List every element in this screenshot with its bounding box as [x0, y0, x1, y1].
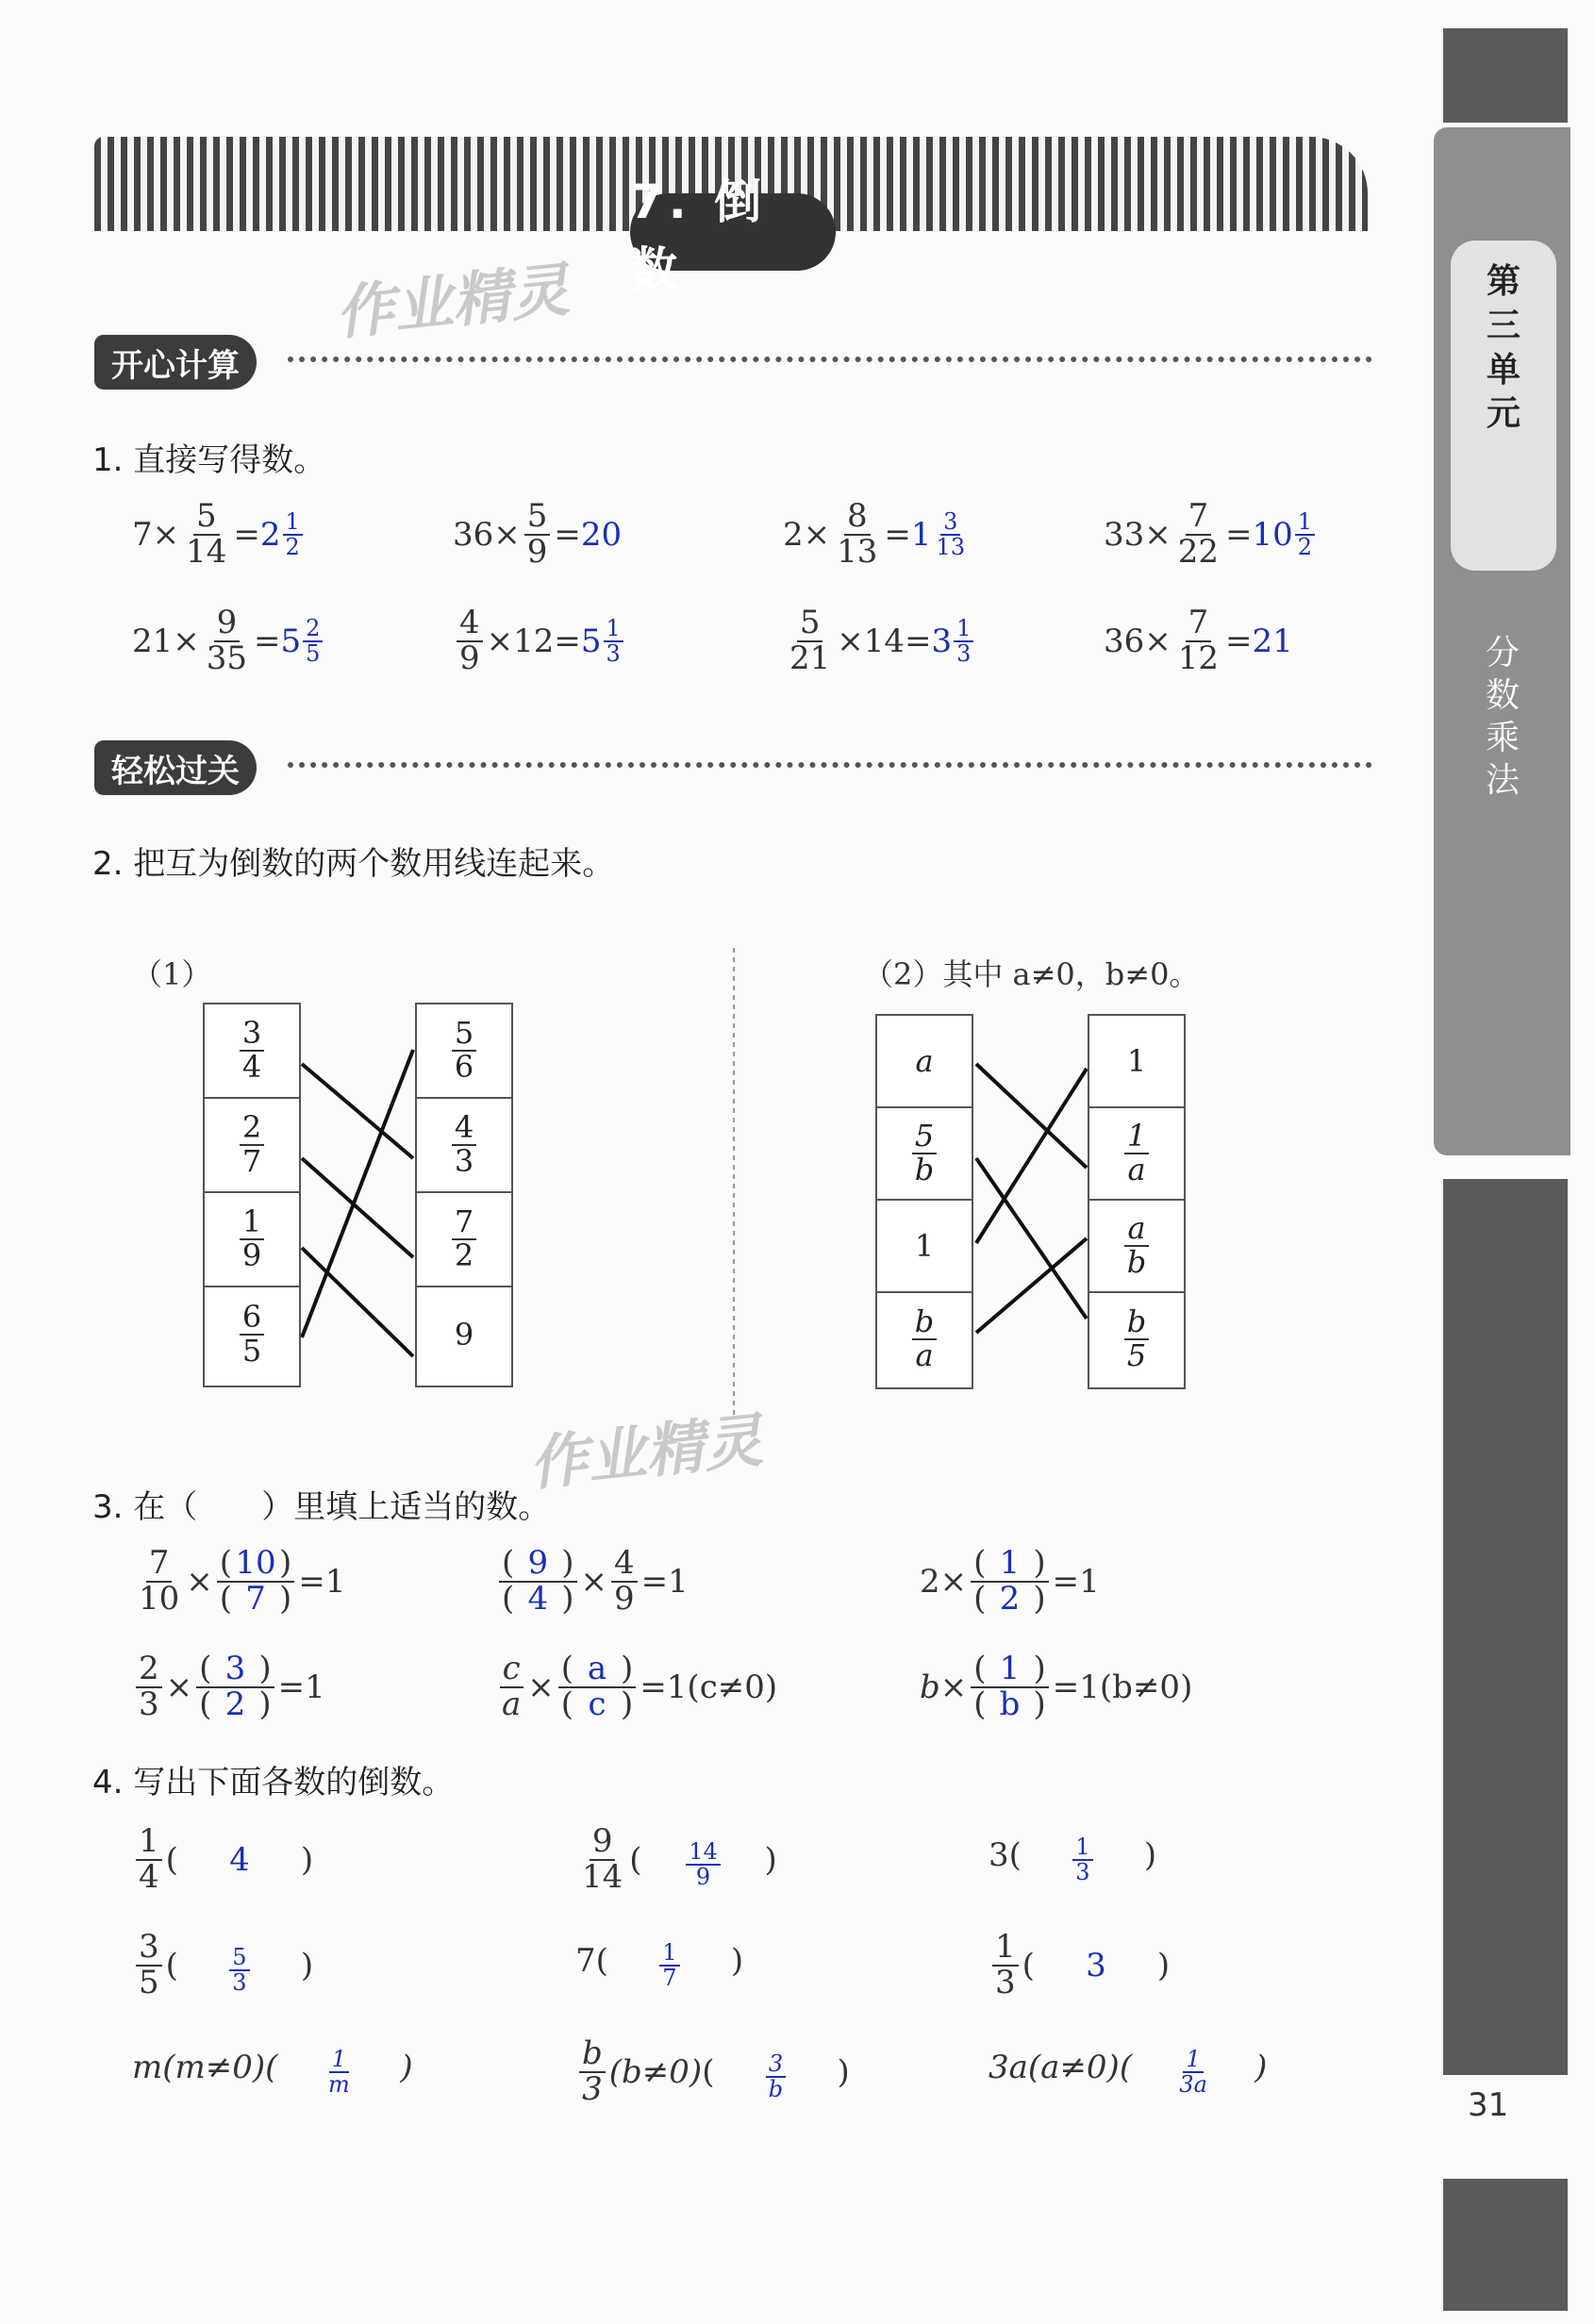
match-cell[interactable]: $\frac{b}{5}$ [1089, 1293, 1184, 1386]
sidebar-bottom-band [1443, 2179, 1568, 2311]
q1-item-7: $\frac{5}{21}$ × 14 = 3 $\frac{1}{3}$ [783, 606, 977, 675]
section-tag-happy: 开心计算 [94, 335, 257, 390]
sidebar-topic: 分 数 乘 法 [1485, 634, 1520, 800]
q4-item-7: m(m≠0) ( $\frac{1}{m}$ ) [132, 2046, 413, 2099]
q3-item-6: b × $\frac{( 1 )}{( b )}$ =1(b≠0) [920, 1650, 1193, 1723]
match-line [302, 1158, 413, 1257]
q3-item-2: $\frac{( 9 )}{( 4 )}$ × $\frac{4}{9}$ =1 [495, 1547, 689, 1616]
q1-title: 1. 直接写得数。 [92, 441, 326, 479]
sidebar-top-band [1443, 28, 1568, 123]
page-title: 7. 倒 数 [630, 193, 836, 271]
answer: 20 [580, 515, 623, 554]
answer: 1 $\frac{3}{13}$ [910, 507, 966, 560]
answer: 2 $\frac{1}{2}$ [260, 510, 307, 559]
match-cell[interactable]: $\frac{4}{3}$ [417, 1099, 511, 1193]
q1-item-3: 2 × $\frac{8}{13}$ = 1 $\frac{3}{13}$ [783, 500, 972, 569]
q3-item-1: $\frac{7}{10}$ × $\frac{(10)}{( 7 )}$ =1 [139, 1544, 346, 1618]
match-line [302, 1050, 413, 1337]
match-cell[interactable]: $\frac{a}{b}$ [1089, 1201, 1184, 1293]
q4-item-8: $\frac{b}{3}$ (b≠0) ( $\frac{3}{b}$ ) [575, 2037, 850, 2106]
match-cell[interactable]: $\frac{3}{4}$ [205, 1004, 299, 1099]
q1-item-6: $\frac{4}{9}$ × 12 = 5 $\frac{1}{3}$ [453, 606, 627, 675]
sidebar-lower-band [1443, 1179, 1568, 2075]
q1-item-1: 7 × $\frac{5}{14}$ = 2 $\frac{1}{2}$ [132, 500, 307, 569]
match-cell[interactable]: 1 [877, 1201, 972, 1293]
q2-part2-left-column [875, 1014, 973, 1389]
q2-part2-label: （2）其中 a≠0，b≠0。 [863, 956, 1200, 992]
q3-title: 3. 在（ ）里填上适当的数。 [92, 1488, 551, 1526]
watermark: 作业精灵 [332, 255, 573, 348]
sidebar-unit-tab[interactable]: 第 三 单 元 [1451, 241, 1556, 571]
answer: 21 [1252, 622, 1293, 660]
q4-item-1: $\frac{1}{4}$ ( 4 ) [132, 1825, 313, 1894]
match-cell[interactable]: 9 [454, 1317, 474, 1353]
q3-item-5: $\frac{c}{a}$ × $\frac{( a )}{( c )}$ =1(c≠0) [495, 1652, 777, 1721]
q1-item-2: 36 × $\frac{5}{9}$ = 20 [453, 497, 623, 571]
match-cell[interactable]: $\frac{5}{6}$ [417, 1004, 511, 1099]
q2-part2-right-column [1088, 1014, 1186, 1389]
match-line [976, 1064, 1087, 1168]
answer: 5 $\frac{2}{5}$ [281, 617, 327, 666]
match-cell[interactable]: $\frac{5}{b}$ [877, 1108, 972, 1201]
q1-item-8: 36 × $\frac{7}{12}$ = 21 [1104, 604, 1293, 677]
match-line [302, 1064, 413, 1158]
q4-item-4: $\frac{3}{5}$ ( $\frac{5}{3}$ ) [132, 1931, 313, 2000]
match-cell[interactable]: $\frac{b}{a}$ [877, 1293, 972, 1386]
match-cell[interactable]: $\frac{1}{a}$ [1089, 1108, 1184, 1201]
answer: 5 $\frac{1}{3}$ [581, 617, 627, 666]
section-tag-easy: 轻松过关 [94, 740, 257, 795]
answer: 10 $\frac{1}{2}$ [1253, 510, 1320, 559]
q3-item-3: 2 × $\frac{( 1 )}{( 2 )}$ =1 [920, 1544, 1100, 1618]
q1-item-4: 33 × $\frac{7}{22}$ = 10 $\frac{1}{2}$ [1104, 500, 1319, 569]
q4-title: 4. 写出下面各数的倒数。 [92, 1764, 455, 1801]
match-cell[interactable]: $\frac{2}{7}$ [205, 1099, 299, 1193]
answer: 3 $\frac{1}{3}$ [932, 617, 978, 666]
match-cell[interactable]: $\frac{7}{2}$ [417, 1193, 511, 1287]
q4-item-5: 7 ( $\frac{1}{7}$ ) [575, 1939, 744, 1992]
q4-item-6: $\frac{1}{3}$ ( 3 ) [989, 1931, 1170, 2000]
match-line [976, 1158, 1087, 1319]
q2-title: 2. 把互为倒数的两个数用线连起来。 [92, 845, 615, 883]
page-number: 31 [1468, 2086, 1509, 2124]
q2-part1-label: （1） [132, 956, 212, 992]
q3-item-4: $\frac{2}{3}$ × $\frac{( 3 )}{( 2 )}$ =1 [132, 1652, 325, 1721]
match-cell[interactable]: $\frac{1}{9}$ [205, 1193, 299, 1287]
match-line [976, 1238, 1087, 1333]
q4-item-9: 3a(a≠0) ( $\frac{1}{3a}$ ) [989, 2046, 1268, 2099]
match-line [302, 1248, 413, 1356]
q4-item-3: 3 ( $\frac{1}{3}$ ) [989, 1834, 1157, 1886]
q4-item-2: $\frac{9}{14}$ ( $\frac{14}{9}$ ) [582, 1822, 777, 1896]
match-cell[interactable]: 1 [1089, 1016, 1184, 1108]
watermark: 作业精灵 [525, 1405, 766, 1499]
match-cell[interactable]: a [877, 1016, 972, 1108]
match-line [976, 1069, 1087, 1243]
match-cell[interactable]: $\frac{6}{5}$ [205, 1287, 299, 1382]
q1-item-5: 21 × $\frac{9}{35}$ = 5 $\frac{2}{5}$ [132, 606, 326, 675]
